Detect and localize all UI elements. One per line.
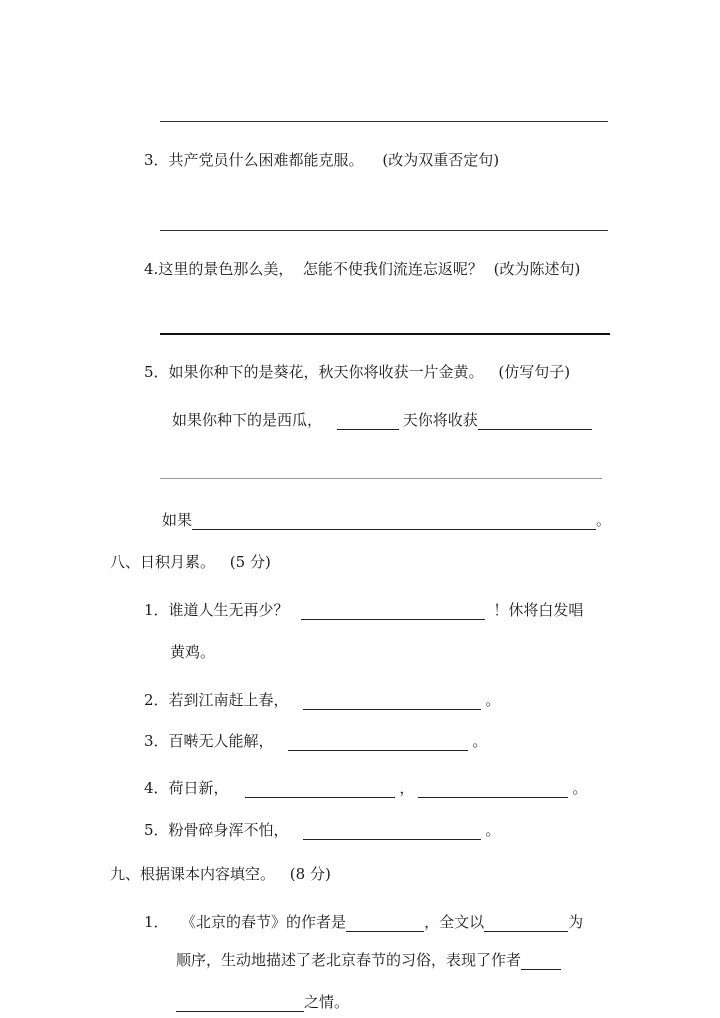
- blank-s8-1[interactable]: [301, 603, 485, 620]
- blank-feeling-b[interactable]: [176, 995, 304, 1012]
- item-number: 5．: [144, 363, 169, 381]
- s8-item-2: [144, 690, 500, 710]
- item-text: 谁道人生无再少？: [168, 601, 289, 619]
- item-number: 2．: [144, 691, 169, 709]
- answer-line-q3[interactable]: [160, 230, 608, 231]
- section-9-heading: [110, 864, 331, 884]
- item-text: 若到江南赶上春，: [168, 691, 289, 709]
- item-number: 1．: [144, 601, 169, 619]
- section-score: (5 分): [229, 553, 271, 571]
- blank-imitation-sentence[interactable]: [192, 513, 596, 530]
- period: 。: [572, 779, 588, 797]
- s8-item-1: [144, 600, 583, 620]
- s8-item-4: [144, 778, 587, 798]
- item-number: 4.: [144, 260, 159, 278]
- question-note: (改为双重否定句): [382, 151, 500, 169]
- section-score: (8 分): [289, 865, 331, 883]
- question-item-4: [144, 259, 580, 279]
- item-number: 3．: [144, 151, 169, 169]
- period: 。: [472, 732, 488, 750]
- question-text: 共产党员什么困难都能克服。: [168, 151, 364, 169]
- period: 。: [485, 821, 501, 839]
- question-item-5: [144, 362, 570, 382]
- s9-item-1-line2: [176, 950, 561, 970]
- blank-author[interactable]: [346, 915, 424, 932]
- item-text: 百啭无人能解，: [168, 732, 274, 750]
- item-number: 5．: [144, 821, 169, 839]
- imitation-line-1: [172, 410, 592, 430]
- imitation-text-b: 天你将收获: [402, 411, 478, 429]
- period: 。: [485, 691, 501, 709]
- imitation-text-if: 如果: [162, 511, 193, 529]
- answer-line-q5[interactable]: [160, 478, 602, 479]
- blank-s8-3[interactable]: [288, 734, 468, 751]
- s9-item-1: [144, 912, 583, 932]
- item-text: 荷日新，: [168, 779, 229, 797]
- blank-season[interactable]: [337, 413, 399, 430]
- comma: ，: [399, 779, 415, 797]
- blank-s8-2[interactable]: [303, 693, 481, 710]
- blank-feeling-a[interactable]: [521, 953, 561, 970]
- question-text: 如果你种下的是葵花，秋天你将收获一片金黄。: [168, 363, 484, 381]
- item-number: 3．: [144, 732, 169, 750]
- s8-item-1-cont: [170, 642, 215, 662]
- blank-s8-5[interactable]: [303, 823, 481, 840]
- question-note: (仿写句子): [498, 363, 571, 381]
- imitation-text-a: 如果你种下的是西瓜，: [172, 411, 323, 429]
- imitation-line-2: [162, 510, 611, 530]
- answer-line-q4[interactable]: [160, 333, 610, 335]
- blank-harvest[interactable]: [478, 413, 592, 430]
- item-number: 4．: [144, 779, 169, 797]
- question-note: (改为陈述句): [493, 260, 581, 278]
- item-text-c: 为: [568, 913, 584, 931]
- blank-s8-4a[interactable]: [245, 781, 395, 798]
- question-item-3: [144, 150, 499, 170]
- item-text-d: 顺序，生动地描述了老北京春节的习俗，表现了作者: [176, 951, 522, 969]
- answer-line-q2[interactable]: [160, 121, 608, 122]
- section-8-heading: [110, 552, 271, 572]
- section-title: 八、日积月累。: [110, 553, 216, 571]
- period: 。: [596, 511, 612, 529]
- s8-item-5: [144, 820, 500, 840]
- blank-s8-4b[interactable]: [418, 781, 568, 798]
- item-after: ！休将白发唱: [493, 601, 584, 619]
- item-text: 粉骨碎身浑不怕，: [168, 821, 289, 839]
- s8-item-3: [144, 731, 487, 751]
- item-number: 1．: [144, 913, 169, 931]
- item-text-b: ，全文以: [424, 913, 485, 931]
- blank-order[interactable]: [484, 915, 568, 932]
- s9-item-1-line3: [176, 992, 349, 1012]
- item-text-a: 《北京的春节》的作者是: [188, 913, 347, 931]
- item-continuation: 黄鸡。: [170, 643, 216, 661]
- question-text: 这里的景色那么美， 怎能不使我们流连忘返呢？: [158, 260, 483, 278]
- item-text-e: 之情。: [304, 993, 350, 1011]
- section-title: 九、根据课本内容填空。: [110, 865, 276, 883]
